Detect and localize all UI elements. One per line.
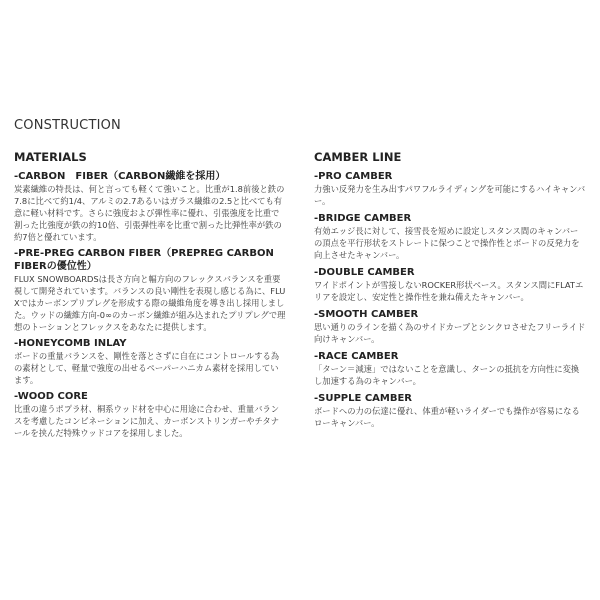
section-title: -SMOOTH CAMBER	[314, 309, 419, 320]
section-double-camber	[314, 266, 586, 303]
materials-column	[14, 150, 286, 443]
section-race-camber	[314, 350, 586, 387]
materials-heading: MATERIALS	[14, 150, 87, 164]
section-body: 有効エッジ長に対して、接雪長を短めに設定しスタンス間のキャンバーの頂点を平行形状をストレートに保つことで操作性とボードの反発力を向上させたキャンバー。	[314, 226, 580, 260]
section-wood-core	[14, 390, 286, 439]
section-smooth-camber	[314, 308, 586, 345]
section-title: -RACE CAMBER	[314, 351, 399, 362]
camber-line-heading: CAMBER LINE	[314, 150, 402, 164]
section-bridge-camber	[314, 212, 586, 261]
section-supple-camber	[314, 392, 586, 429]
section-body: 炭素繊維の特長は、何と言っても軽くて強いこと。比重が1.8前後と鉄の7.8に比べて約1/4、アルミの2.7あるいはガラス繊維の2.5と比べても有意に軽い材料です。さらに強度および弾性率に優れ、引張強度を比重で割った比強度が鉄の約10倍、引張弾性率を比重で割った比弾性率が鉄の約7倍と優れています。	[14, 184, 285, 242]
section-body: 思い通りのラインを描く為のサイドカーブとシンクロさせたフリーライド向けキャンバー。	[314, 322, 586, 344]
section-title: -SUPPLE CAMBER	[314, 393, 412, 404]
section-body: ワイドポイントが雪接しないROCKER形状ベース。スタンス間にFLATエリアを設定し、安定性と操作性を兼ね備えたキャンバー。	[314, 280, 584, 302]
section-body: ボードの重量バランスを、剛性を落とさずに自在にコントロールする為の素材として、軽量で強度の出せるペーパーハニカム素材を採用しています。	[14, 351, 280, 385]
section-title: -BRIDGE CAMBER	[314, 213, 412, 224]
section-body: 力強い反発力を生み出すパワフルライディングを可能にするハイキャンバー。	[314, 184, 586, 206]
section-carbon-fiber	[14, 170, 286, 243]
page-title: CONSTRUCTION	[14, 118, 121, 133]
section-body: 比重の違うポプラ材、桐系ウッド材を中心に用途に合わせ、重量バランスを考慮したコンビネーションに加え、カーボンストリンガーやチタナールを挟んだ特殊ウッドコアを採用しました。	[14, 404, 280, 438]
section-pro-camber	[314, 170, 586, 207]
section-honeycomb-inlay	[14, 337, 286, 386]
section-title: -PRE-PREG CARBON FIBER（PREPREG CARBON FIBERの優位性）	[14, 248, 274, 272]
section-body: FLUX SNOWBOARDSは長さ方向と幅方向のフレックスバランスを重要視して開発されています。バランスの良い剛性を表現し感じる為に、FLUXではカーボンプリプレグを形成する際の繊維角度を導き出し採用しました。ウッドの繊維方向-0∞のカーボン繊維が組み込まれたプリプレグで理想のトーションとフレックスをあなたに提供します。	[14, 274, 286, 332]
camber-line-column	[314, 150, 586, 434]
section-body: 「ターン＝減速」ではないことを意識し、ターンの抵抗を方向性に変換し加速する為のキャンバー。	[314, 364, 580, 386]
section-title: -PRO CAMBER	[314, 171, 393, 182]
section-title: -HONEYCOMB INLAY	[14, 338, 127, 349]
section-title: -WOOD CORE	[14, 391, 88, 402]
section-body: ボードへの力の伝達に優れ、体重が軽いライダーでも操作が容易になるローキャンバー。	[314, 406, 580, 428]
section-title: -CARBON FIBER（CARBON繊維を採用）	[14, 171, 226, 182]
section-title: -DOUBLE CAMBER	[314, 267, 415, 278]
section-pre-preg-carbon-fiber	[14, 247, 286, 333]
